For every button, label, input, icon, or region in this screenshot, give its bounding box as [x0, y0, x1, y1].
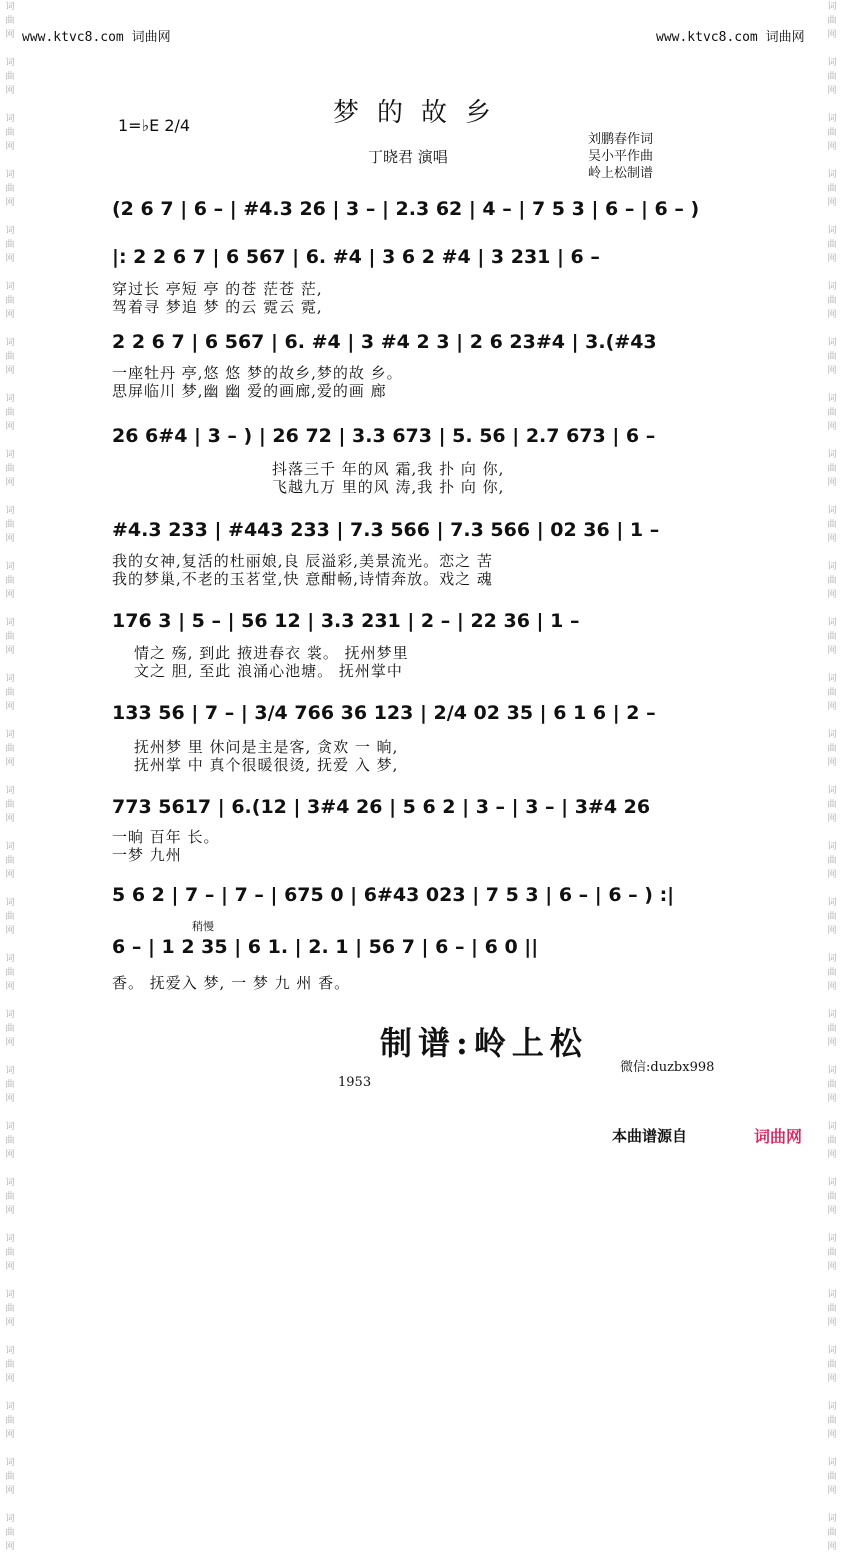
source-site-link[interactable]: 词曲网 — [754, 1127, 803, 1146]
lyric-line: 情之 殇, 到此 掖进春衣 裳。 抚州梦里 — [134, 644, 409, 662]
notation-line: 176 3 | 5 – | 56 12 | 3.3 231 | 2 – | 22 36 | 1 – — [112, 610, 580, 632]
score-row — [112, 796, 744, 822]
arranger-credit: 岭上松制谱 — [588, 166, 654, 181]
score-row — [112, 246, 744, 272]
lyric-line: 文之 胆, 至此 浪涌心池塘。 抚州掌中 — [134, 662, 403, 680]
notation-line: 5 6 2 | 7 – | 7 – | 675 0 | 6#43 023 | 7 5 3 | 6 – | 6 – ) :| — [112, 884, 675, 906]
lyric-line: 我的女神,复活的杜丽娘,良 辰溢彩,美景流光。恋之 苦 — [112, 552, 493, 570]
key-signature: 1=♭E 2/4 — [118, 116, 191, 135]
lyric-line: 一梦 九州 — [112, 846, 182, 864]
notation-line: |: 2 2 6 7 | 6 567 | 6. #4 | 3 6 2 #4 | 3 231 | 6 – — [112, 246, 600, 268]
header-site-right[interactable]: www.ktvc8.com 词曲网 — [656, 30, 805, 45]
notation-line: 133 56 | 7 – | 3/4 766 36 123 | 2/4 02 35 | 6 1 6 | 2 – — [112, 702, 656, 724]
lyric-line: 思屏临川 梦,幽 幽 爱的画廊,爱的画 廊 — [112, 382, 387, 400]
lyric-line: 抚州掌 中 真个很暖很烫, 抚爱 入 梦, — [134, 756, 399, 774]
notation-line: 2 2 6 7 | 6 567 | 6. #4 | 3 #4 2 3 | 2 6 23#4 | 3.(#43 — [112, 331, 657, 353]
lyricist-credit: 刘鹏春作词 — [588, 132, 654, 147]
wechat-id: 微信:duzbx998 — [620, 1060, 715, 1075]
score-row — [112, 198, 744, 224]
score-row — [112, 331, 744, 357]
right-watermark-strip: 词 曲 网 词 曲 网 词 曲 网 词 曲 网 词 曲 网 词 曲 网 词 曲 网 词 曲 网 词 曲 网 词 曲 网 词 曲 网 词 曲 网 词 曲 网 词 曲 网 词 曲 网 词 曲 网 词 曲 网 词 曲 网 词 曲 网 词 曲 网 词 曲 网 词 曲 网 词 曲 网 词 曲 网 词 曲 网 词 曲 网 词 曲 网 词 曲 网 — [827, 2, 837, 1552]
lyric-line: 抚州梦 里 休问是主是客, 贪欢 一 晌, — [134, 738, 399, 756]
header-site-left[interactable]: www.ktvc8.com 词曲网 — [22, 30, 171, 45]
lyric-line: 抖落三千 年的风 霜,我 扑 向 你, — [272, 460, 505, 478]
notation-line: 6 – | 1 2 35 | 6 1. | 2. 1 | 56 7 | 6 – | 6 0 || — [112, 936, 539, 958]
left-watermark-strip: 词 曲 网 词 曲 网 词 曲 网 词 曲 网 词 曲 网 词 曲 网 词 曲 网 词 曲 网 词 曲 网 词 曲 网 词 曲 网 词 曲 网 词 曲 网 词 曲 网 词 曲 网 词 曲 网 词 曲 网 词 曲 网 词 曲 网 词 曲 网 词 曲 网 词 曲 网 词 曲 网 词 曲 网 词 曲 网 词 曲 网 词 曲 网 词 曲 网 — [5, 2, 15, 1552]
score-row — [112, 425, 744, 451]
lyric-line: 我的梦巢,不老的玉茗堂,快 意酣畅,诗情奔放。戏之 魂 — [112, 570, 493, 588]
score-row — [112, 610, 744, 636]
score-row — [112, 519, 744, 545]
score-row — [112, 702, 744, 728]
score-row — [112, 936, 744, 962]
tempo-mark: 稍慢 — [192, 920, 214, 933]
notation-line: 773 5617 | 6.(12 | 3#4 26 | 5 6 2 | 3 – | 3 – | 3#4 26 — [112, 796, 651, 818]
lyric-line: 穿过长 亭短 亭 的苍 茫苍 茫, — [112, 280, 323, 298]
notation-line: #4.3 233 | #443 233 | 7.3 566 | 7.3 566 | 02 36 | 1 – — [112, 519, 660, 541]
singer-credit: 丁晓君 演唱 — [368, 148, 448, 166]
lyric-line: 香。 抚爱入 梦, 一 梦 九 州 香。 — [112, 974, 351, 992]
year-label: 1953 — [338, 1075, 372, 1090]
source-label: 本曲谱源自 — [612, 1127, 688, 1145]
lyric-line: 驾着寻 梦追 梦 的云 霓云 霓, — [112, 298, 323, 316]
lyric-line: 一晌 百年 长。 — [112, 828, 220, 846]
notation-line: (2 6 7 | 6 – | #4.3 26 | 3 – | 2.3 62 | 4 – | 7 5 3 | 6 – | 6 – ) — [112, 198, 700, 220]
score-row — [112, 884, 744, 910]
composer-credit: 吴小平作曲 — [588, 149, 654, 164]
lyric-line: 一座牡丹 亭,悠 悠 梦的故乡,梦的故 乡。 — [112, 364, 403, 382]
arranger-signature: 制谱:岭上松 — [380, 1024, 588, 1062]
song-title: 梦的故乡 — [332, 98, 509, 128]
notation-line: 26 6#4 | 3 – ) | 26 72 | 3.3 673 | 5. 56 | 2.7 673 | 6 – — [112, 425, 656, 447]
lyric-line: 飞越九万 里的风 涛,我 扑 向 你, — [272, 478, 505, 496]
